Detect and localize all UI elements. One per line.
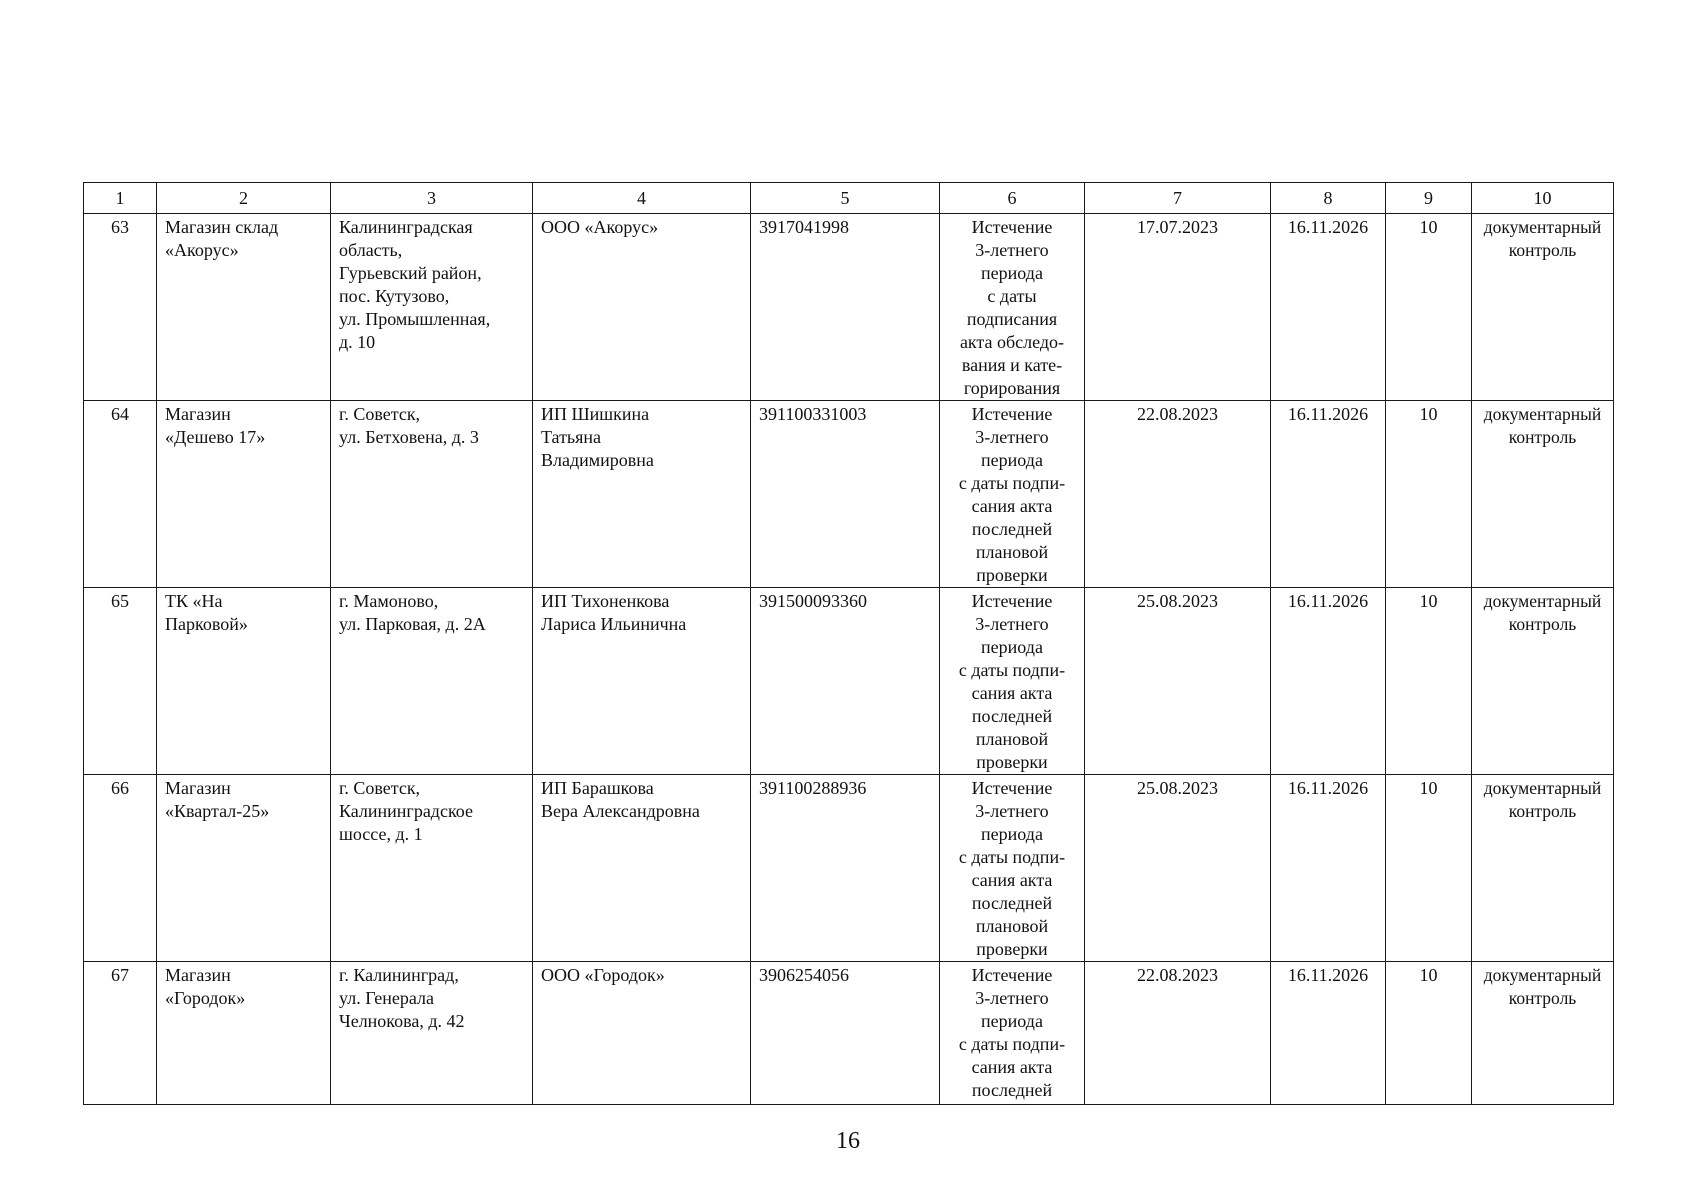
object-name: Магазин склад «Акорус» <box>157 214 331 401</box>
previous-date: 22.08.2023 <box>1085 962 1271 1105</box>
object-name: Магазин «Квартал-25» <box>157 775 331 962</box>
header-cell: 5 <box>751 183 940 214</box>
header-cell: 1 <box>84 183 157 214</box>
previous-date: 25.08.2023 <box>1085 775 1271 962</box>
inspection-reason: Истечение 3-летнего периода с даты подписания акта обследо- вания и кате- горирования <box>940 214 1085 401</box>
duration-days: 10 <box>1386 775 1472 962</box>
duration-days: 10 <box>1386 401 1472 588</box>
control-form: документарный контроль <box>1472 962 1614 1105</box>
header-row <box>84 183 1614 214</box>
previous-date: 22.08.2023 <box>1085 401 1271 588</box>
row-number: 65 <box>84 588 157 775</box>
inn-number: 3917041998 <box>751 214 940 401</box>
header-cell: 2 <box>157 183 331 214</box>
table-row <box>84 962 1614 1105</box>
control-form: документарный контроль <box>1472 401 1614 588</box>
inspection-plan-table <box>83 182 1614 1105</box>
previous-date: 25.08.2023 <box>1085 588 1271 775</box>
header-cell: 7 <box>1085 183 1271 214</box>
previous-date: 17.07.2023 <box>1085 214 1271 401</box>
owner-name: ИП Тихоненкова Лариса Ильинична <box>533 588 751 775</box>
object-name: ТК «На Парковой» <box>157 588 331 775</box>
table-row <box>84 214 1614 401</box>
header-cell: 4 <box>533 183 751 214</box>
planned-date: 16.11.2026 <box>1271 214 1386 401</box>
inn-number: 3906254056 <box>751 962 940 1105</box>
planned-date: 16.11.2026 <box>1271 962 1386 1105</box>
inn-number: 391500093360 <box>751 588 940 775</box>
control-form: документарный контроль <box>1472 775 1614 962</box>
document-sheet <box>83 182 1613 1105</box>
inspection-reason: Истечение 3-летнего периода с даты подпи- сания акта последней плановой проверки <box>940 401 1085 588</box>
table-row <box>84 775 1614 962</box>
control-form: документарный контроль <box>1472 214 1614 401</box>
object-address: г. Советск, Калининградское шоссе, д. 1 <box>331 775 533 962</box>
inspection-reason: Истечение 3-летнего периода с даты подпи- сания акта последней плановой проверки <box>940 588 1085 775</box>
duration-days: 10 <box>1386 588 1472 775</box>
header-cell: 8 <box>1271 183 1386 214</box>
row-number: 64 <box>84 401 157 588</box>
object-address: Калининградская область, Гурьевский район, пос. Кутузово, ул. Промышленная, д. 10 <box>331 214 533 401</box>
owner-name: ИП Барашкова Вера Александровна <box>533 775 751 962</box>
inspection-reason: Истечение 3-летнего периода с даты подпи- сания акта последней плановой проверки <box>940 775 1085 962</box>
row-number: 67 <box>84 962 157 1105</box>
object-address: г. Советск, ул. Бетховена, д. 3 <box>331 401 533 588</box>
duration-days: 10 <box>1386 962 1472 1105</box>
object-address: г. Калининград, ул. Генерала Челнокова, д. 42 <box>331 962 533 1105</box>
table-row <box>84 401 1614 588</box>
planned-date: 16.11.2026 <box>1271 775 1386 962</box>
owner-name: ИП Шишкина Татьяна Владимировна <box>533 401 751 588</box>
inn-number: 391100331003 <box>751 401 940 588</box>
header-cell: 6 <box>940 183 1085 214</box>
inspection-reason: Истечение 3-летнего периода с даты подпи- сания акта последней <box>940 962 1085 1105</box>
inn-number: 391100288936 <box>751 775 940 962</box>
header-cell: 3 <box>331 183 533 214</box>
owner-name: ООО «Акорус» <box>533 214 751 401</box>
page-number: 16 <box>836 1128 860 1154</box>
table-header <box>84 183 1614 214</box>
table-body <box>84 214 1614 1105</box>
control-form: документарный контроль <box>1472 588 1614 775</box>
header-cell: 10 <box>1472 183 1614 214</box>
planned-date: 16.11.2026 <box>1271 588 1386 775</box>
planned-date: 16.11.2026 <box>1271 401 1386 588</box>
row-number: 63 <box>84 214 157 401</box>
object-address: г. Мамоново, ул. Парковая, д. 2А <box>331 588 533 775</box>
duration-days: 10 <box>1386 214 1472 401</box>
table-row <box>84 588 1614 775</box>
object-name: Магазин «Дешево 17» <box>157 401 331 588</box>
header-cell: 9 <box>1386 183 1472 214</box>
row-number: 66 <box>84 775 157 962</box>
owner-name: ООО «Городок» <box>533 962 751 1105</box>
object-name: Магазин «Городок» <box>157 962 331 1105</box>
